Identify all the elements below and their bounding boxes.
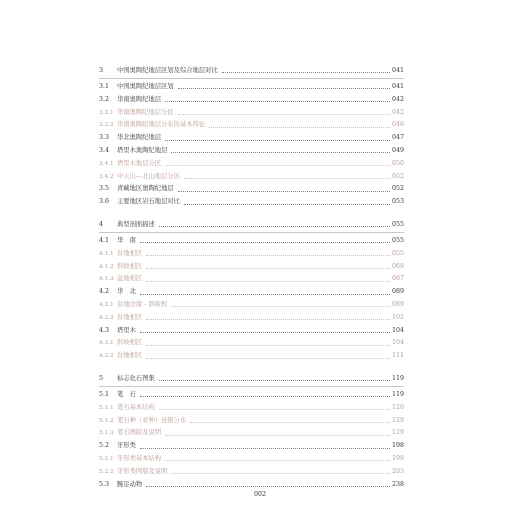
toc-entry[interactable] [99, 389, 404, 402]
entry-page: 198 [391, 442, 404, 450]
entry-number: 5.3 [99, 480, 110, 488]
entry-number: 3.5 [99, 185, 110, 193]
entry-title: 台地边缘 - 斜坡相 [117, 300, 168, 308]
toc-entry[interactable] [99, 183, 404, 196]
leader-dots [178, 113, 390, 115]
toc-entry[interactable] [99, 466, 404, 479]
entry-number: 3.2.1 [99, 109, 114, 116]
leader-dots [140, 293, 390, 295]
entry-number: 3.2 [99, 95, 110, 103]
entry-page: 042 [391, 108, 404, 116]
entry-number: 3.1 [99, 83, 110, 90]
toc-entry[interactable] [99, 299, 404, 312]
entry-title: 台地相区 [117, 352, 143, 360]
toc-entry[interactable] [99, 440, 404, 453]
entry-title: 青藏地区奥陶纪地层 [117, 185, 174, 193]
toc-entry[interactable] [99, 286, 404, 299]
toc-entry[interactable] [99, 273, 404, 286]
entry-title: 典型剖面描述 [117, 221, 155, 228]
entry-page: 050 [391, 159, 404, 167]
entry-number: 5.1.3 [99, 430, 114, 437]
leader-dots [165, 459, 390, 461]
entry-title: 塔里木地层分区 [117, 159, 162, 167]
entry-page: 069 [391, 262, 404, 270]
entry-page: 047 [391, 134, 404, 142]
leader-dots [171, 151, 390, 153]
entry-number: 3.3 [99, 134, 110, 142]
leader-dots [146, 318, 390, 320]
leader-dots [146, 357, 390, 359]
toc-entry[interactable] [99, 312, 404, 325]
entry-number: 5 [99, 375, 104, 382]
toc-entry[interactable] [99, 64, 404, 79]
toc-entry[interactable] [99, 145, 404, 158]
entry-number: 3.2.2 [99, 122, 114, 129]
toc-entry[interactable] [99, 350, 404, 363]
entry-title: 牙形类图版及说明 [117, 467, 168, 475]
entry-title: 华南奥陶纪地层分布的基本特征 [117, 121, 206, 129]
entry-page: 111 [391, 352, 404, 360]
entry-title: 盆地相区 [117, 275, 143, 283]
entry-title: 牙形类基本结构 [117, 454, 162, 462]
entry-page: 087 [391, 275, 404, 283]
entry-title: 塔里木 [117, 326, 136, 334]
entry-number: 5.2.2 [99, 468, 114, 475]
entry-page: 055 [391, 237, 404, 244]
leader-dots [159, 379, 390, 381]
entry-page: 053 [391, 198, 404, 206]
entry-title: 华 北 [117, 288, 136, 296]
toc-entry[interactable] [99, 196, 404, 209]
entry-number: 4 [99, 221, 104, 228]
entry-number: 3.4.2 [99, 173, 114, 180]
entry-number: 5.2 [99, 442, 110, 450]
toc-entry[interactable] [99, 218, 404, 233]
entry-title: 腕足动物 [117, 480, 143, 488]
entry-page: 238 [391, 480, 404, 488]
leader-dots [140, 331, 390, 333]
toc-entry[interactable] [99, 107, 404, 120]
toc-entry[interactable] [99, 453, 404, 466]
leader-dots [140, 447, 390, 449]
entry-page: 052 [391, 172, 404, 180]
leader-dots [165, 100, 390, 102]
toc-entry[interactable] [99, 325, 404, 338]
toc-entry[interactable] [99, 132, 404, 145]
entry-number: 5.1.2 [99, 417, 114, 424]
entry-title: 斜坡相区 [117, 339, 143, 347]
leader-dots [140, 395, 390, 397]
entry-number: 4.1 [99, 237, 110, 244]
entry-page: 129 [391, 416, 404, 424]
entry-page: 203 [391, 467, 404, 475]
toc-entry[interactable] [99, 337, 404, 350]
entry-number: 3.4.1 [99, 160, 114, 167]
entry-page: 199 [391, 454, 404, 462]
leader-dots [178, 190, 390, 192]
entry-page: 119 [391, 391, 404, 398]
entry-title: 斜坡相区 [117, 262, 143, 270]
entry-number: 4.2.1 [99, 301, 114, 308]
entry-title: 中国奥陶纪地层区划 [117, 83, 174, 90]
entry-number: 4.1.2 [99, 263, 114, 270]
entry-page: 104 [391, 326, 404, 334]
leader-dots [159, 408, 390, 410]
leader-dots [165, 139, 390, 141]
entry-page: 046 [391, 121, 404, 129]
entry-title: 中国奥陶纪地层区划及综合地层对比 [117, 67, 218, 74]
entry-title: 华北奥陶纪地层 [117, 134, 162, 142]
entry-title: 主要地区岩石地层对比 [117, 198, 180, 206]
entry-number: 4.3.1 [99, 340, 114, 347]
entry-title: 笔石种（亚种）延限分布 [117, 416, 187, 424]
entry-page: 041 [391, 83, 404, 90]
entry-number: 4.3 [99, 326, 110, 334]
leader-dots [146, 485, 390, 487]
toc-entry[interactable] [99, 261, 404, 274]
entry-page: 119 [391, 375, 404, 382]
entry-number: 3.4 [99, 146, 110, 154]
entry-title: 笔 石 [117, 391, 136, 398]
entry-title: 中天山—北山地层分区 [117, 172, 180, 180]
leader-dots [146, 254, 390, 256]
leader-dots [171, 472, 390, 474]
leader-dots [190, 421, 390, 423]
entry-page: 102 [391, 313, 404, 321]
leader-dots [146, 344, 390, 346]
leader-dots [209, 126, 390, 128]
entry-page: 055 [391, 221, 404, 228]
leader-dots [222, 71, 390, 73]
entry-number: 3.6 [99, 198, 110, 206]
entry-title: 笔石基本结构 [117, 403, 155, 411]
entry-number: 3 [99, 67, 104, 74]
entry-page: 120 [391, 403, 404, 411]
entry-page: 129 [391, 429, 404, 437]
entry-page: 052 [391, 185, 404, 193]
entry-page: 089 [391, 288, 404, 296]
toc-section-chapter-5 [99, 372, 404, 491]
toc-entry[interactable] [99, 158, 404, 171]
entry-title: 牙形类 [117, 442, 136, 450]
entry-page: 041 [391, 67, 404, 74]
toc-entry[interactable] [99, 479, 404, 492]
leader-dots [178, 87, 390, 89]
entry-number: 5.1 [99, 391, 110, 398]
entry-page: 042 [391, 95, 404, 103]
toc-entry[interactable] [99, 248, 404, 261]
entry-page: 055 [391, 249, 404, 257]
entry-number: 4.2 [99, 288, 110, 296]
entry-number: 4.1.1 [99, 250, 114, 257]
leader-dots [140, 241, 390, 243]
toc-entry[interactable] [99, 81, 404, 94]
toc-entry[interactable] [99, 402, 404, 415]
entry-page: 104 [391, 339, 404, 347]
entry-number: 4.1.3 [99, 276, 114, 283]
leader-dots [146, 267, 390, 269]
entry-number: 4.2.2 [99, 314, 114, 321]
toc-section-chapter-4 [99, 218, 404, 363]
leader-dots [184, 177, 390, 179]
toc-entry[interactable] [99, 372, 404, 387]
entry-title: 华 南 [117, 237, 136, 244]
leader-dots [165, 434, 390, 436]
leader-dots [165, 164, 390, 166]
toc-entry[interactable] [99, 415, 404, 428]
toc-entry[interactable] [99, 119, 404, 132]
entry-page: 089 [391, 300, 404, 308]
entry-title: 笔石图版及说明 [117, 429, 162, 437]
leader-dots [159, 225, 390, 227]
leader-dots [146, 280, 390, 282]
entry-title: 华南奥陶纪地层分区 [117, 108, 174, 116]
leader-dots [184, 203, 390, 205]
entry-title: 塔里木奥陶纪地层 [117, 146, 168, 154]
page-number: 002 [253, 491, 267, 498]
entry-title: 台地相区 [117, 313, 143, 321]
entry-title: 台地相区 [117, 249, 143, 257]
entry-number: 4.3.2 [99, 353, 114, 360]
entry-number: 5.2.1 [99, 455, 114, 462]
toc-entry[interactable] [99, 171, 404, 184]
entry-title: 标志化石图集 [117, 375, 155, 382]
leader-dots [171, 305, 390, 307]
entry-number: 5.1.1 [99, 404, 114, 411]
entry-page: 049 [391, 146, 404, 154]
toc-section-chapter-3 [99, 64, 404, 209]
toc-entry[interactable] [99, 94, 404, 107]
toc-entry[interactable] [99, 235, 404, 248]
toc-entry[interactable] [99, 427, 404, 440]
entry-title: 华南奥陶纪地层 [117, 95, 162, 103]
